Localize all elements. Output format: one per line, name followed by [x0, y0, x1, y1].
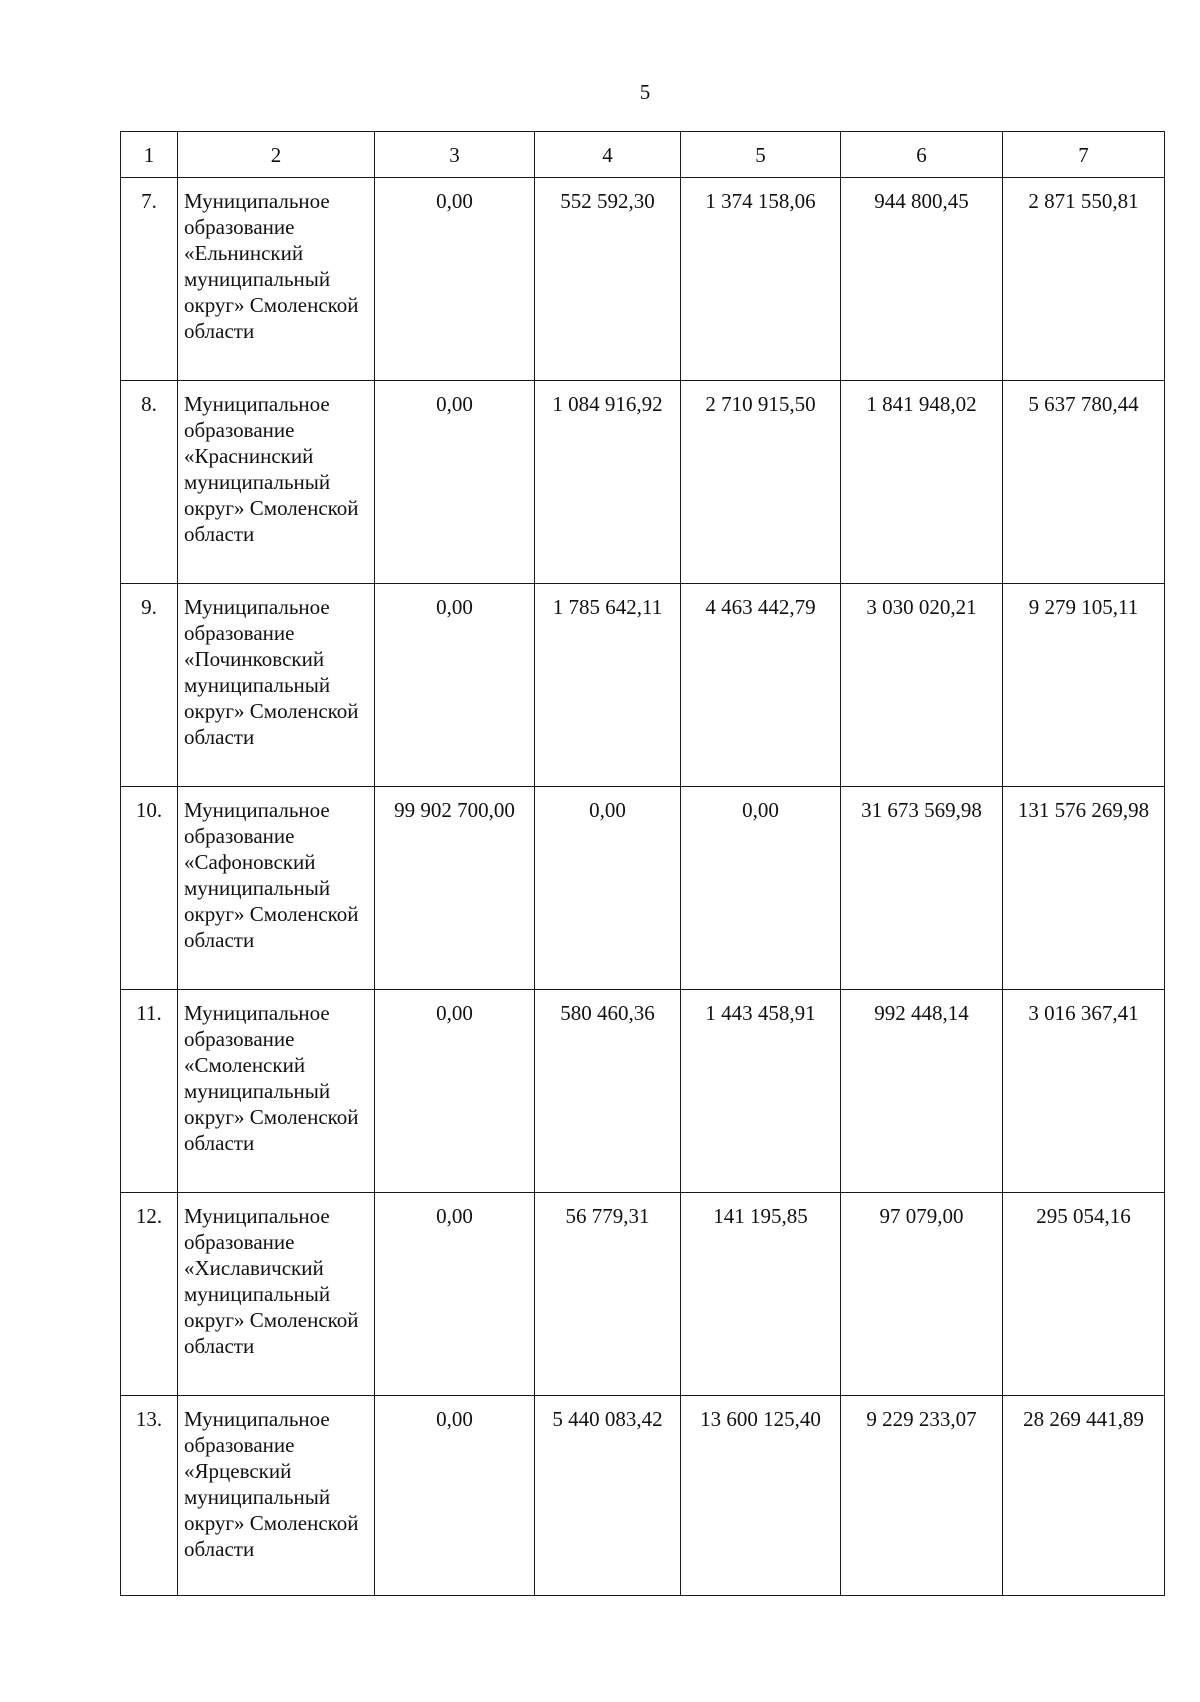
value-col6: 1 841 948,02 [841, 381, 1003, 584]
value-col7: 28 269 441,89 [1003, 1396, 1165, 1596]
municipality-name: Муниципальное образование «Хиславичский муниципальный округ» Смоленской области [178, 1193, 375, 1396]
value-col7: 2 871 550,81 [1003, 178, 1165, 381]
value-col6: 944 800,45 [841, 178, 1003, 381]
row-number: 13. [121, 1396, 178, 1596]
header-cell: 1 [121, 132, 178, 178]
value-col3: 0,00 [375, 1193, 535, 1396]
value-col5: 0,00 [681, 787, 841, 990]
data-table [120, 131, 1165, 1596]
value-col4: 1 084 916,92 [535, 381, 681, 584]
value-col5: 2 710 915,50 [681, 381, 841, 584]
value-col4: 0,00 [535, 787, 681, 990]
municipality-name: Муниципальное образование «Смоленский муниципальный округ» Смоленской области [178, 990, 375, 1193]
header-cell: 2 [178, 132, 375, 178]
page-number: 5 [639, 80, 651, 104]
value-col7: 9 279 105,11 [1003, 584, 1165, 787]
value-col6: 992 448,14 [841, 990, 1003, 1193]
municipality-name: Муниципальное образование «Ельнинский муниципальный округ» Смоленской области [178, 178, 375, 381]
row-number: 12. [121, 1193, 178, 1396]
value-col6: 9 229 233,07 [841, 1396, 1003, 1596]
municipality-name: Муниципальное образование «Сафоновский муниципальный округ» Смоленской области [178, 787, 375, 990]
header-cell: 6 [841, 132, 1003, 178]
row-number: 7. [121, 178, 178, 381]
value-col6: 3 030 020,21 [841, 584, 1003, 787]
municipality-name: Муниципальное образование «Ярцевский муниципальный округ» Смоленской области [178, 1396, 375, 1596]
header-cell: 3 [375, 132, 535, 178]
value-col3: 0,00 [375, 178, 535, 381]
value-col3: 0,00 [375, 381, 535, 584]
table-row [121, 990, 1165, 1193]
table-row [121, 1193, 1165, 1396]
value-col7: 295 054,16 [1003, 1193, 1165, 1396]
value-col4: 5 440 083,42 [535, 1396, 681, 1596]
municipality-name: Муниципальное образование «Краснинский муниципальный округ» Смоленской области [178, 381, 375, 584]
value-col4: 1 785 642,11 [535, 584, 681, 787]
municipality-name: Муниципальное образование «Починковский муниципальный округ» Смоленской области [178, 584, 375, 787]
header-cell: 4 [535, 132, 681, 178]
table-header [121, 132, 1165, 178]
row-number: 9. [121, 584, 178, 787]
row-number: 11. [121, 990, 178, 1193]
row-number: 8. [121, 381, 178, 584]
table-row [121, 584, 1165, 787]
value-col6: 31 673 569,98 [841, 787, 1003, 990]
header-cell: 7 [1003, 132, 1165, 178]
value-col3: 0,00 [375, 584, 535, 787]
value-col3: 0,00 [375, 990, 535, 1193]
value-col4: 552 592,30 [535, 178, 681, 381]
table-row [121, 381, 1165, 584]
table-body [121, 178, 1165, 1596]
table-row [121, 787, 1165, 990]
value-col6: 97 079,00 [841, 1193, 1003, 1396]
table-row [121, 178, 1165, 381]
value-col7: 3 016 367,41 [1003, 990, 1165, 1193]
value-col5: 1 443 458,91 [681, 990, 841, 1193]
value-col5: 13 600 125,40 [681, 1396, 841, 1596]
table-row [121, 1396, 1165, 1596]
value-col5: 4 463 442,79 [681, 584, 841, 787]
value-col4: 580 460,36 [535, 990, 681, 1193]
value-col5: 141 195,85 [681, 1193, 841, 1396]
value-col4: 56 779,31 [535, 1193, 681, 1396]
value-col5: 1 374 158,06 [681, 178, 841, 381]
header-row [121, 132, 1165, 178]
row-number: 10. [121, 787, 178, 990]
value-col3: 99 902 700,00 [375, 787, 535, 990]
value-col3: 0,00 [375, 1396, 535, 1596]
value-col7: 131 576 269,98 [1003, 787, 1165, 990]
header-cell: 5 [681, 132, 841, 178]
value-col7: 5 637 780,44 [1003, 381, 1165, 584]
